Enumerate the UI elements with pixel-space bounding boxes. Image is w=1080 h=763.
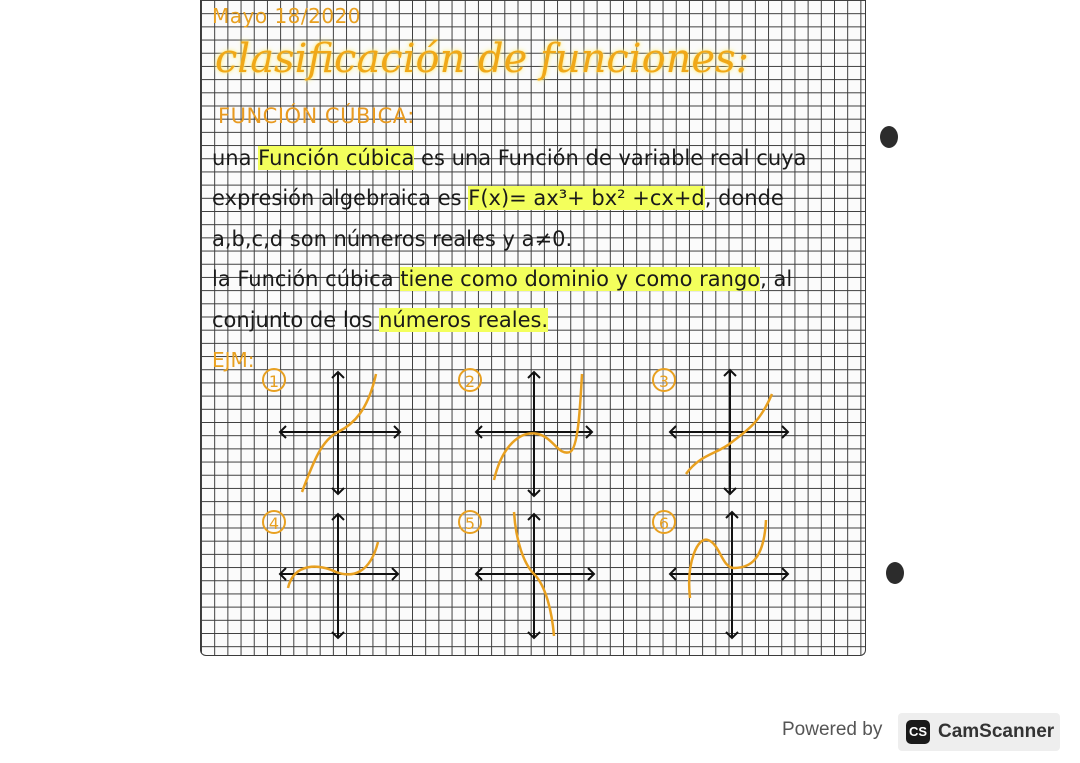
graph-plot [280, 370, 410, 505]
text-segment: , donde [704, 186, 784, 210]
text-line-4 [212, 267, 792, 291]
note-subtitle: FUNCIÓN CÚBICA: [218, 104, 415, 128]
note-title: clasificación de funciones: [215, 36, 750, 82]
powered-by-text: Powered by [782, 719, 883, 740]
graph-number: 3 [652, 368, 676, 392]
text-segment: expresión algebraica es [212, 186, 469, 210]
camscanner-badge [898, 713, 1060, 751]
graph-plot [476, 370, 606, 505]
text-line-1 [212, 146, 806, 170]
cubic-graph-2 [464, 370, 606, 505]
graph-number: 1 [262, 368, 286, 392]
highlighted-formula: F(x)= ax³+ bx² +cx+d [468, 186, 705, 210]
highlighted-term: tiene como dominio y como rango [400, 267, 761, 291]
graph-plot [476, 512, 606, 647]
text-line-5 [212, 308, 548, 332]
graph-number: 2 [458, 368, 482, 392]
text-segment: una [212, 146, 259, 170]
text-segment: , al [760, 267, 793, 291]
note-date: Mayo 18/2020 [212, 4, 362, 28]
cubic-graph-6 [658, 512, 800, 647]
cubic-graph-3 [658, 370, 800, 505]
graph-plot [670, 512, 800, 647]
graph-number: 6 [652, 510, 676, 534]
text-line-2 [212, 186, 784, 210]
cubic-graph-1 [268, 370, 410, 505]
graph-plot [280, 512, 410, 647]
binder-ring-bottom [886, 562, 904, 584]
text-segment: es una Función de variable real cuya [414, 146, 807, 170]
camscanner-logo-icon: CS [906, 720, 930, 744]
binder-ring-top [880, 126, 898, 148]
highlighted-term: Función cúbica [258, 146, 415, 170]
text-line-3: a,b,c,d son números reales y a≠0. [212, 227, 573, 251]
highlighted-term: números reales. [379, 308, 549, 332]
graph-plot [670, 370, 800, 505]
cubic-graph-5 [464, 512, 606, 647]
camscanner-brand-name: CamScanner [938, 721, 1055, 742]
text-segment: la Función cúbica [212, 267, 401, 291]
graph-number: 5 [458, 510, 482, 534]
graph-number: 4 [262, 510, 286, 534]
cubic-graph-4 [268, 512, 410, 647]
text-segment: conjunto de los [212, 308, 380, 332]
example-label: EJM: [212, 348, 255, 372]
